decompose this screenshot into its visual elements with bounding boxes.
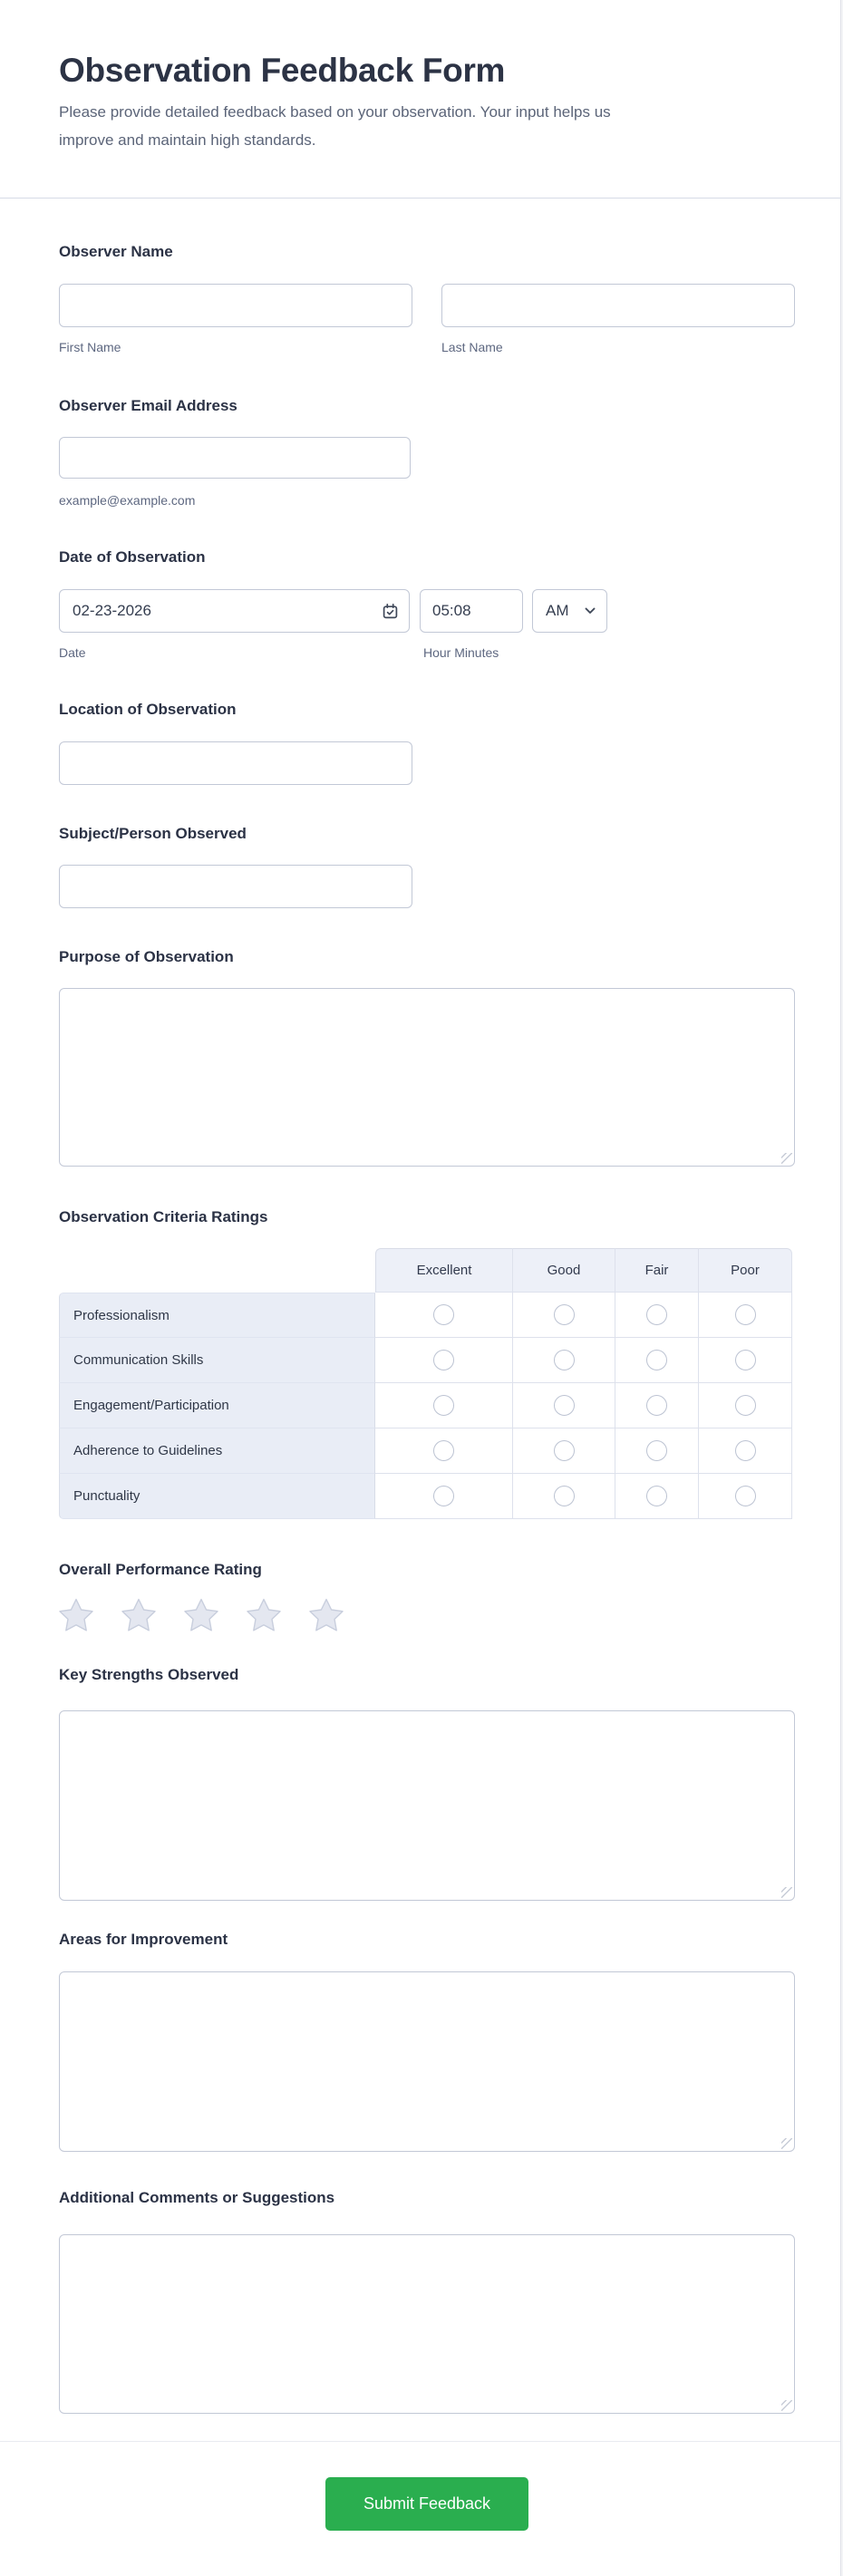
subject-input[interactable] bbox=[59, 865, 412, 908]
date-sublabel: Date bbox=[59, 645, 86, 660]
radio-adherence-to-guidelines-fair[interactable] bbox=[646, 1440, 667, 1461]
matrix-cell bbox=[375, 1293, 513, 1338]
last-name-sublabel: Last Name bbox=[441, 340, 503, 354]
improvement-label: Areas for Improvement bbox=[59, 1931, 228, 1948]
page-subtitle-line2: improve and maintain high standards. bbox=[59, 131, 316, 149]
radio-punctuality-excellent[interactable] bbox=[433, 1486, 454, 1506]
matrix-cell bbox=[699, 1383, 792, 1428]
matrix-corner-cell bbox=[59, 1248, 375, 1293]
matrix-cell bbox=[615, 1383, 699, 1428]
radio-engagement-participation-excellent[interactable] bbox=[433, 1395, 454, 1416]
page-subtitle bbox=[59, 98, 611, 154]
time-sublabel: Hour Minutes bbox=[423, 645, 499, 660]
radio-engagement-participation-poor[interactable] bbox=[735, 1395, 756, 1416]
strengths-textarea[interactable] bbox=[59, 1710, 795, 1901]
matrix-cell bbox=[699, 1338, 792, 1383]
matrix-row-label-professionalism: Professionalism bbox=[59, 1293, 375, 1338]
matrix-cell bbox=[513, 1293, 615, 1338]
email-hint: example@example.com bbox=[59, 493, 196, 508]
star-icon-5[interactable] bbox=[309, 1598, 344, 1632]
subject-label: Subject/Person Observed bbox=[59, 825, 247, 842]
page-subtitle-line1: Please provide detailed feedback based on your observation. Your input helps us bbox=[59, 103, 611, 121]
matrix-cell bbox=[375, 1428, 513, 1474]
radio-engagement-participation-good[interactable] bbox=[554, 1395, 575, 1416]
location-label: Location of Observation bbox=[59, 701, 237, 718]
matrix-cell bbox=[615, 1428, 699, 1474]
radio-professionalism-excellent[interactable] bbox=[433, 1304, 454, 1325]
matrix-cell bbox=[513, 1383, 615, 1428]
matrix-col-header-excellent: Excellent bbox=[375, 1248, 513, 1293]
matrix-cell bbox=[615, 1338, 699, 1383]
matrix-cell bbox=[699, 1293, 792, 1338]
matrix-cell bbox=[615, 1293, 699, 1338]
email-input[interactable] bbox=[59, 437, 411, 479]
purpose-textarea[interactable] bbox=[59, 988, 795, 1167]
radio-communication-skills-good[interactable] bbox=[554, 1350, 575, 1370]
matrix-cell bbox=[375, 1474, 513, 1519]
star-icon-2[interactable] bbox=[121, 1598, 156, 1632]
calendar-icon[interactable] bbox=[382, 589, 399, 633]
star-icon-3[interactable] bbox=[184, 1598, 218, 1632]
star-icon-1[interactable] bbox=[59, 1598, 93, 1632]
time-input[interactable] bbox=[420, 589, 523, 633]
matrix-col-header-good: Good bbox=[513, 1248, 615, 1293]
radio-communication-skills-excellent[interactable] bbox=[433, 1350, 454, 1370]
matrix-cell bbox=[375, 1338, 513, 1383]
matrix-cell bbox=[699, 1428, 792, 1474]
matrix-cell bbox=[615, 1474, 699, 1519]
footer-divider bbox=[0, 2441, 843, 2442]
matrix-col-header-poor: Poor bbox=[699, 1248, 792, 1293]
comments-textarea[interactable] bbox=[59, 2234, 795, 2414]
matrix-col-header-fair: Fair bbox=[615, 1248, 699, 1293]
comments-label: Additional Comments or Suggestions bbox=[59, 2189, 335, 2206]
ampm-select[interactable] bbox=[532, 589, 607, 633]
radio-punctuality-fair[interactable] bbox=[646, 1486, 667, 1506]
improvement-textarea[interactable] bbox=[59, 1971, 795, 2152]
chevron-down-icon bbox=[585, 607, 596, 615]
star-icon-4[interactable] bbox=[247, 1598, 281, 1632]
first-name-input[interactable] bbox=[59, 284, 412, 327]
radio-adherence-to-guidelines-poor[interactable] bbox=[735, 1440, 756, 1461]
radio-adherence-to-guidelines-excellent[interactable] bbox=[433, 1440, 454, 1461]
criteria-matrix-table bbox=[59, 1248, 792, 1519]
location-input[interactable] bbox=[59, 741, 412, 785]
submit-feedback-button[interactable]: Submit Feedback bbox=[325, 2477, 528, 2531]
ampm-value: AM bbox=[546, 602, 569, 619]
criteria-ratings-label: Observation Criteria Ratings bbox=[59, 1208, 268, 1225]
radio-engagement-participation-fair[interactable] bbox=[646, 1395, 667, 1416]
radio-communication-skills-poor[interactable] bbox=[735, 1350, 756, 1370]
page-title: Observation Feedback Form bbox=[59, 52, 506, 89]
matrix-cell bbox=[699, 1474, 792, 1519]
strengths-label: Key Strengths Observed bbox=[59, 1666, 239, 1683]
matrix-cell bbox=[513, 1338, 615, 1383]
matrix-cell bbox=[513, 1474, 615, 1519]
date-of-observation-label: Date of Observation bbox=[59, 548, 206, 566]
matrix-cell bbox=[513, 1428, 615, 1474]
matrix-row-label-engagement-participation: Engagement/Participation bbox=[59, 1383, 375, 1428]
header-divider bbox=[0, 198, 843, 199]
matrix-row-label-adherence-to-guidelines: Adherence to Guidelines bbox=[59, 1428, 375, 1474]
last-name-input[interactable] bbox=[441, 284, 795, 327]
radio-professionalism-poor[interactable] bbox=[735, 1304, 756, 1325]
star-rating bbox=[59, 1598, 440, 1632]
email-label: Observer Email Address bbox=[59, 397, 237, 414]
matrix-row-label-punctuality: Punctuality bbox=[59, 1474, 375, 1519]
radio-adherence-to-guidelines-good[interactable] bbox=[554, 1440, 575, 1461]
radio-punctuality-good[interactable] bbox=[554, 1486, 575, 1506]
observer-name-label: Observer Name bbox=[59, 243, 173, 260]
date-input[interactable] bbox=[59, 589, 410, 633]
radio-punctuality-poor[interactable] bbox=[735, 1486, 756, 1506]
purpose-label: Purpose of Observation bbox=[59, 948, 234, 965]
radio-communication-skills-fair[interactable] bbox=[646, 1350, 667, 1370]
radio-professionalism-good[interactable] bbox=[554, 1304, 575, 1325]
first-name-sublabel: First Name bbox=[59, 340, 121, 354]
matrix-cell bbox=[375, 1383, 513, 1428]
radio-professionalism-fair[interactable] bbox=[646, 1304, 667, 1325]
matrix-row-label-communication-skills: Communication Skills bbox=[59, 1338, 375, 1383]
overall-rating-label: Overall Performance Rating bbox=[59, 1561, 262, 1578]
